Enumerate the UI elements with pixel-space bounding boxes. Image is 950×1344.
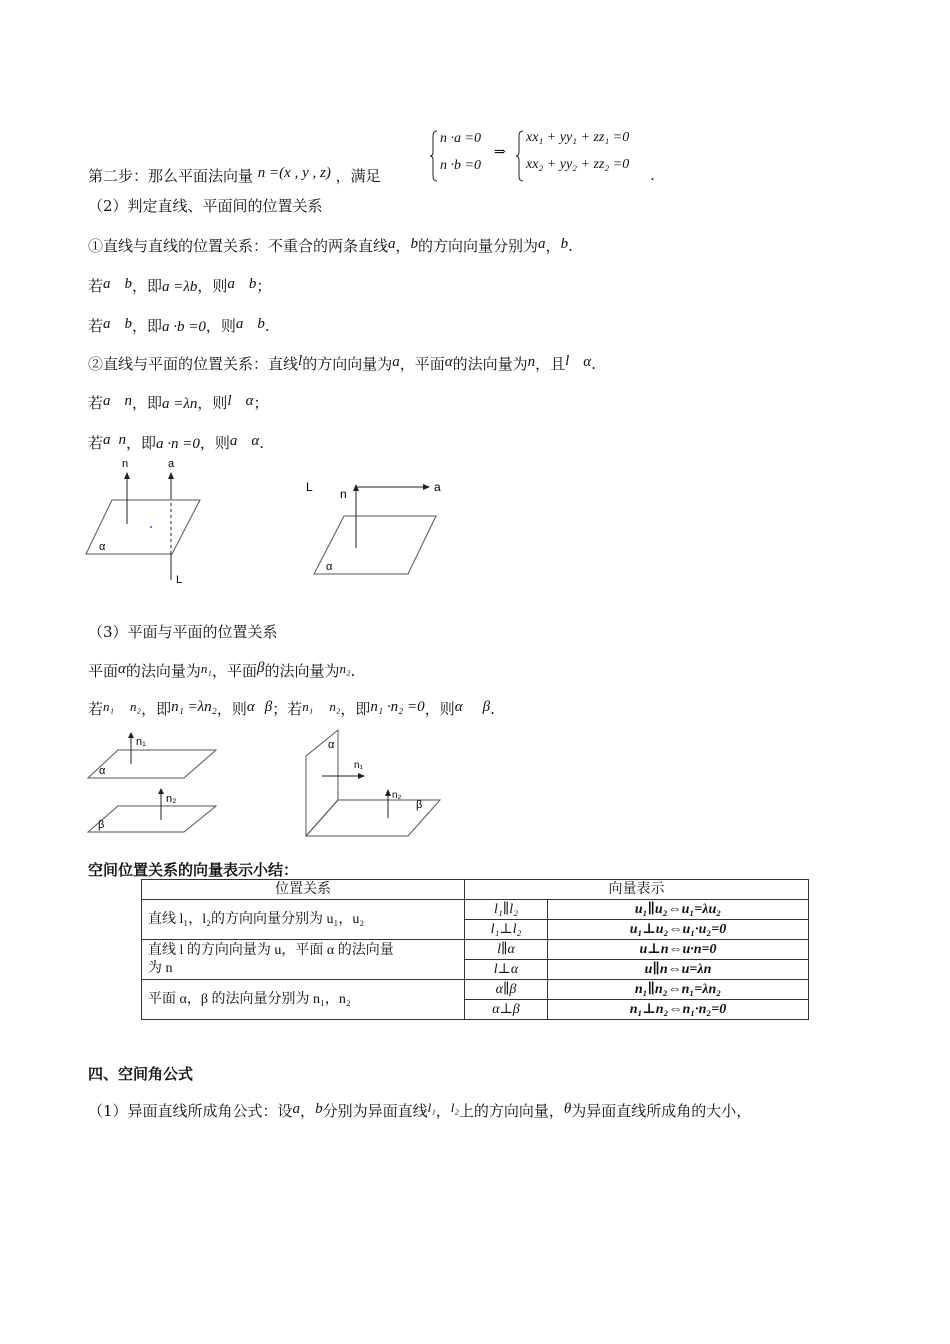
line-parallel-condition: 若a b，即a =λb，则a b； xyxy=(88,276,272,295)
row3a-relation: α∥β xyxy=(465,980,548,1000)
row2b-relation: l⊥α xyxy=(465,960,548,980)
row3b-vector: n₁⊥n₂⇔n₁·n₂=0 xyxy=(548,1000,809,1020)
plane-plane-intro: 平面α的法向量为n₁，平面β的法向量为n₂. xyxy=(88,660,356,680)
line-plane-parallel-condition: 若a n，即a =λn，则l α； xyxy=(88,393,269,412)
table-row xyxy=(142,900,809,920)
header-relation: 位置关系 xyxy=(142,880,465,900)
plane-plane-conditions: 若n₁ n₂，即n₁ =λn₂，则α β；若n₁ n₂，即n₁ ·n₂ =0，则α β. xyxy=(88,699,495,718)
header-vector: 向量表示 xyxy=(465,880,809,900)
row1a-relation: l₁∥l₂ xyxy=(465,900,548,920)
section-2-title: （2）判定直线、平面间的位置关系 xyxy=(88,197,323,215)
figure-perpendicular-planes xyxy=(300,726,450,841)
fig1-label-L: L xyxy=(176,574,183,586)
line-line-intro: ①直线与直线的位置关系：不重合的两条直线a，b的方向向量分别为a，b. xyxy=(88,236,573,255)
row2-desc: 直线 l 的方向向量为 u，平面 α 的法向量 为 n xyxy=(142,940,465,980)
fig2-label-a: a xyxy=(434,480,441,494)
figure-line-parallel-plane xyxy=(300,474,460,584)
row2b-vector: u∥n⇔u=λn xyxy=(548,960,809,980)
normal-vector-formula: n =(x , y , z) xyxy=(257,165,331,181)
fig3-label-beta: β xyxy=(98,819,105,831)
system-period: . xyxy=(650,166,655,184)
fig4-label-n2: n₂ xyxy=(392,790,402,801)
row3b-relation: α⊥β xyxy=(465,1000,548,1020)
row2a-vector: u⊥n⇔u·n=0 xyxy=(548,940,809,960)
fig4-label-beta: β xyxy=(416,799,423,811)
implies-arrow: ⇒ xyxy=(494,145,506,160)
angle-formula-intro: （1）异面直线所成角公式：设a，b分别为异面直线l₁，l₂上的方向向量，θ为异面直线所成角的大小， xyxy=(88,1100,752,1120)
fig4-label-n1: n₁ xyxy=(354,760,363,771)
fig4-label-alpha: α xyxy=(328,739,335,751)
system-eq3: xx₁ + yy₁ + zz₁ =0 xyxy=(526,130,630,145)
row3a-vector: n₁∥n₂⇔n₁=λn₂ xyxy=(548,980,809,1000)
fig1-label-alpha: α xyxy=(99,541,106,553)
fig2-label-L: L xyxy=(306,480,313,494)
fig2-label-n: n xyxy=(340,487,347,501)
system-eq2: n ·b =0 xyxy=(440,158,481,173)
line-plane-intro: ②直线与平面的位置关系：直线l的方向向量为a，平面α的法向量为n，且l α. xyxy=(88,353,596,373)
row3-desc: 平面 α，β 的法向量分别为 n₁，n₂ xyxy=(142,980,465,1020)
fig3-label-n2: n₂ xyxy=(166,793,177,805)
row1-desc: 直线 l₁，l₂的方向向量分别为 u₁，u₂ xyxy=(142,900,465,940)
fig3-label-alpha: α xyxy=(99,765,106,777)
figure-parallel-planes xyxy=(86,728,226,838)
fig1-label-a: a xyxy=(168,458,175,470)
row1b-relation: l₁⊥l₂ xyxy=(465,920,548,940)
row2a-relation: l∥α xyxy=(465,940,548,960)
line-plane-perpendicular-condition: 若a n，即a ·n =0，则a α. xyxy=(88,432,265,452)
system-eq4: xx₂ + yy₂ + zz₂ =0 xyxy=(526,157,630,172)
step2-line: 第二步：那么平面法向量 n =(x , y , z) ，满足 xyxy=(88,165,381,185)
fig1-label-n: n xyxy=(122,458,129,470)
section-3-title: （3）平面与平面的位置关系 xyxy=(88,623,278,641)
row1b-vector: u₁⊥u₂⇔u₁·u₂=0 xyxy=(548,920,809,940)
line-perpendicular-condition: 若a b，即a ·b =0，则a b. xyxy=(88,316,270,335)
section-4-title: 四、空间角公式 xyxy=(88,1065,194,1083)
system-eq1: n ·a =0 xyxy=(440,131,481,146)
summary-table xyxy=(141,879,809,1020)
fig3-label-n1: n₁ xyxy=(136,736,146,748)
table-row xyxy=(142,880,809,900)
fig2-label-alpha: α xyxy=(326,561,333,573)
row1a-vector: u₁∥u₂⇔u₁=λu₂ xyxy=(548,900,809,920)
table-row xyxy=(142,980,809,1000)
equation-system xyxy=(430,128,660,184)
table-row xyxy=(142,940,809,960)
summary-title: 空间位置关系的向量表示小结： xyxy=(88,861,299,879)
figure-line-perp-plane xyxy=(84,452,224,592)
